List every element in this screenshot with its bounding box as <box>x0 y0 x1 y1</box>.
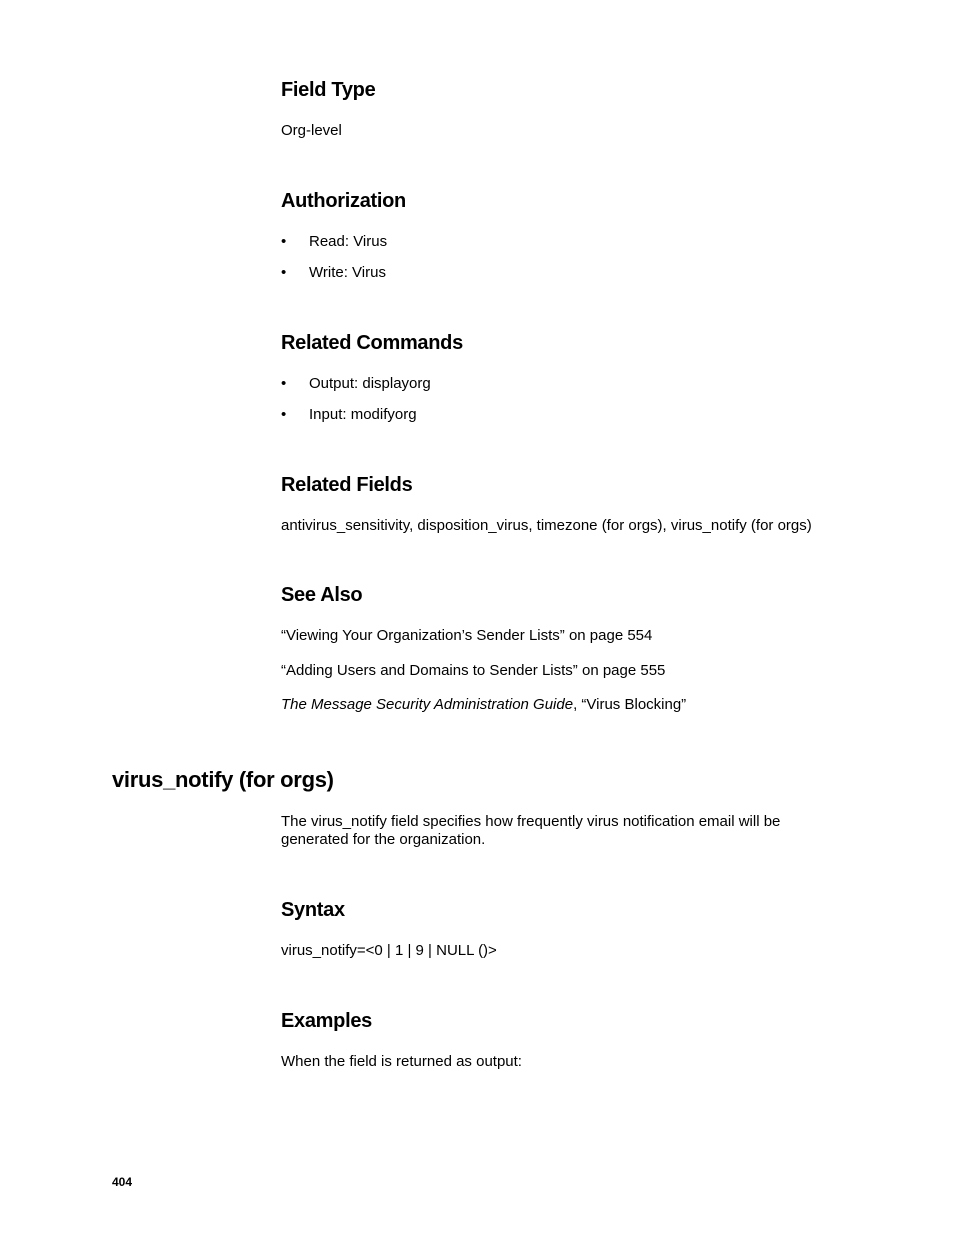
syntax-heading: Syntax <box>281 899 345 921</box>
related-fields-value: antivirus_sensitivity, disposition_virus, timezone (for orgs), virus_notify (for orgs) <box>281 517 812 534</box>
bullet-glyph: • <box>281 406 287 423</box>
examples-heading: Examples <box>281 1010 372 1032</box>
guide-title: The Message Security Administration Guide <box>281 696 574 713</box>
related-command-item: Input: modifyorg <box>309 406 417 423</box>
section-description: The virus_notify field specifies how frequently virus notification email will be generated for the organization. <box>281 813 781 848</box>
see-also-link-adding-users[interactable]: “Adding Users and Domains to Sender Lists” on page 555 <box>281 662 666 679</box>
see-also-heading: See Also <box>281 584 363 606</box>
see-also-link-sender-lists[interactable]: “Viewing Your Organization’s Sender Lists” on page 554 <box>281 627 653 644</box>
field-type-heading: Field Type <box>281 79 376 101</box>
authorization-item: Read: Virus <box>309 233 388 250</box>
authorization-item: Write: Virus <box>309 264 386 281</box>
related-commands-heading: Related Commands <box>281 332 463 354</box>
examples-intro: When the field is returned as output: <box>281 1053 522 1070</box>
bullet-glyph: • <box>281 264 287 281</box>
related-fields-heading: Related Fields <box>281 474 413 496</box>
field-type-value: Org-level <box>281 122 342 139</box>
authorization-heading: Authorization <box>281 190 406 212</box>
syntax-value: virus_notify=<0 | 1 | 9 | NULL ()> <box>281 942 497 959</box>
page-number: 404 <box>112 1175 133 1189</box>
section-title: virus_notify (for orgs) <box>112 767 334 792</box>
guide-suffix: , “Virus Blocking” <box>573 696 687 713</box>
see-also-guide-reference <box>281 696 686 714</box>
bullet-glyph: • <box>281 233 287 250</box>
bullet-glyph: • <box>281 375 287 392</box>
related-command-item: Output: displayorg <box>309 375 431 392</box>
